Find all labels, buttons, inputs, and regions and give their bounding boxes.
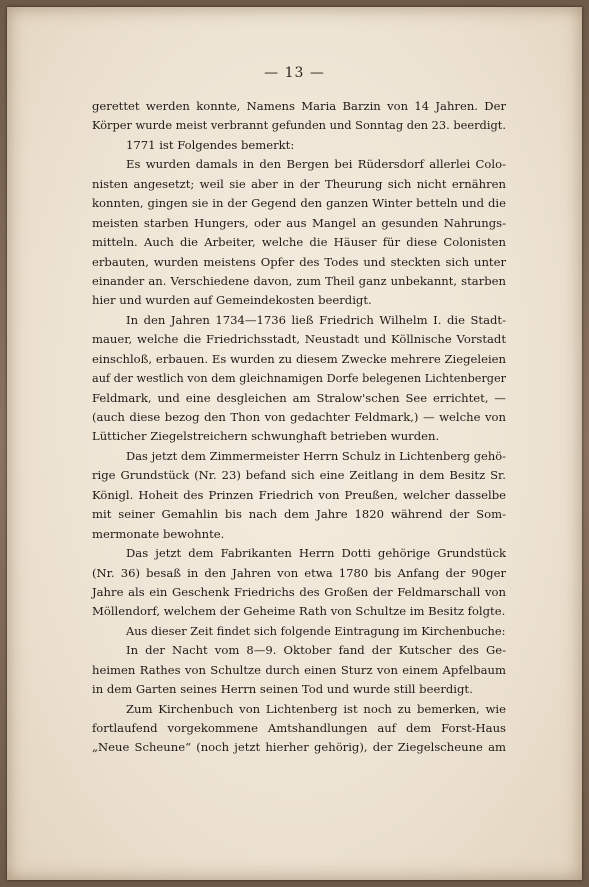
text-line: nisten angesetzt; weil sie aber in der Theurung sich nicht ernähren: [92, 176, 506, 191]
body-text: [92, 97, 506, 758]
text-line: Zum Kirchenbuch von Lichtenberg ist noch zu bemerken, wie: [126, 701, 506, 716]
text-line: Das jetzt dem Zimmermeister Herrn Schulz in Lichtenberg gehö-: [126, 448, 506, 463]
text-line: Feldmark, und eine desgleichen am Stralow'schen See errichtet, —: [92, 390, 506, 405]
text-line: Möllendorf, welchem der Geheime Rath von Schultze im Besitz folgte.: [92, 604, 506, 619]
text-line: Lütticher Ziegelstreichern schwunghaft betrieben wurden.: [92, 429, 440, 444]
text-line: Aus dieser Zeit findet sich folgende Eintragung im Kirchenbuche:: [126, 623, 506, 638]
text-line: Es wurden damals in den Bergen bei Rüdersdorf allerlei Colo-: [126, 157, 506, 172]
text-line: fortlaufend vorgekommene Amtshandlungen auf dem Forst-Haus: [92, 721, 506, 735]
page-number: — 13 —: [264, 65, 325, 81]
text-line: heimen Rathes von Schultze durch einen Sturz von einem Apfelbaum: [92, 662, 506, 677]
text-line: gerettet werden konnte, Namens Maria Barzin von 14 Jahren. Der: [92, 99, 506, 113]
text-line: einschloß, erbauen. Es wurden zu diesem Zwecke mehrere Ziegeleien: [92, 351, 506, 366]
text-line: einander an. Verschiedene davon, zum Theil ganz unbekannt, starben: [92, 273, 506, 288]
text-line: mauer, welche die Friedrichsstadt, Neustadt und Köllnische Vorstadt: [92, 332, 506, 347]
text-line: Körper wurde meist verbrannt gefunden und Sonntag den 23. beerdigt.: [92, 118, 506, 133]
text-line: Jahre als ein Geschenk Friedrichs des Großen der Feldmarschall von: [92, 584, 506, 599]
text-line: In den Jahren 1734—1736 ließ Friedrich Wilhelm I. die Stadt-: [126, 312, 506, 327]
text-line: erbauten, wurden meistens Opfer des Todes und steckten sich unter: [92, 254, 506, 269]
text-line: (Nr. 36) besaß in den Jahren von etwa 1780 bis Anfang der 90ger: [92, 565, 506, 580]
text-line: mermonate bewohnte.: [92, 526, 225, 541]
text-line: 1771 ist Folgendes bemerkt:: [126, 137, 295, 152]
text-line: rige Grundstück (Nr. 23) befand sich eine Zeitlang in dem Besitz Sr.: [92, 468, 506, 483]
text-line: Das jetzt dem Fabrikanten Herrn Dotti gehörige Grundstück: [126, 546, 506, 561]
text-line: meisten starben Hungers, oder aus Mangel an gesunden Nahrungs-: [92, 215, 506, 230]
text-line: Königl. Hoheit des Prinzen Friedrich von Preußen, welcher dasselbe: [92, 487, 506, 502]
text-line: (auch diese bezog den Thon von gedachter Feldmark,) — welche von: [92, 410, 506, 424]
text-line: konnten, gingen sie in der Gegend den ganzen Winter betteln und die: [92, 196, 506, 211]
text-line: „Neue Scheune“ (noch jetzt hierher gehörig), der Ziegelscheune am: [92, 740, 506, 755]
text-line: auf der westlich von dem gleichnamigen Dorfe belegenen Lichtenberger: [92, 372, 506, 386]
text-line: hier und wurden auf Gemeindekosten beerdigt.: [92, 293, 372, 308]
text-line: In der Nacht vom 8—9. Oktober fand der Kutscher des Ge-: [126, 643, 506, 658]
text-line: in dem Garten seines Herrn seinen Tod und wurde still beerdigt.: [92, 682, 473, 697]
book-page: [7, 7, 582, 880]
text-line: mit seiner Gemahlin bis nach dem Jahre 1820 während der Som-: [92, 507, 506, 522]
text-line: mitteln. Auch die Arbeiter, welche die Häuser für diese Colonisten: [92, 235, 506, 250]
